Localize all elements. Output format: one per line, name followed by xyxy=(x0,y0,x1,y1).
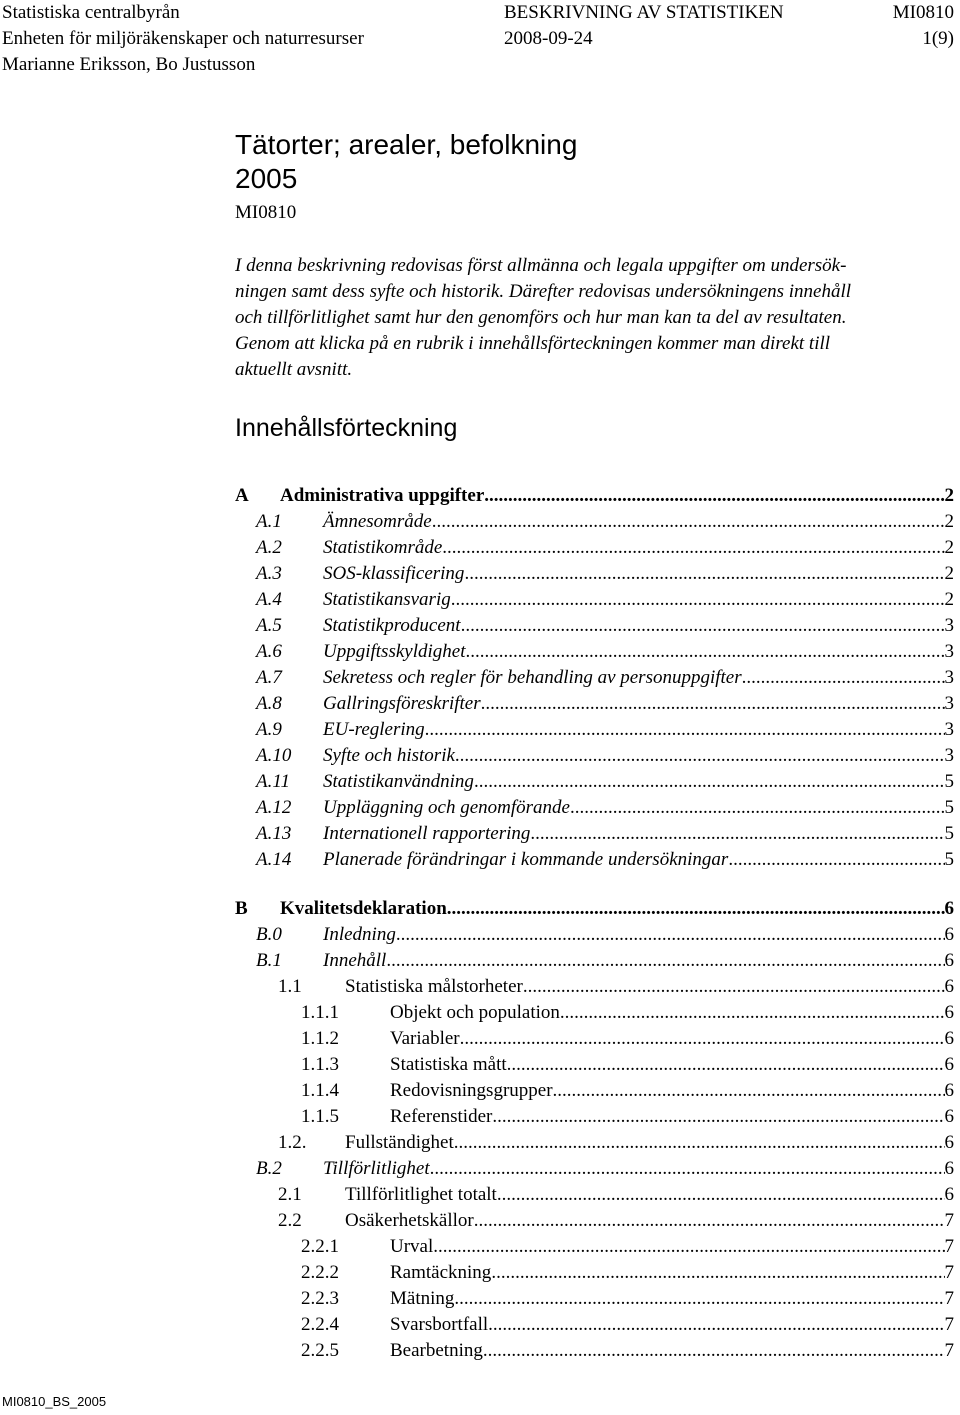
toc-entry-page: 3 xyxy=(944,641,954,662)
toc-entry-page: 7 xyxy=(944,1210,954,1231)
toc-entry[interactable] xyxy=(256,639,954,665)
toc-entry[interactable] xyxy=(301,1026,954,1052)
toc-entry-number: A.4 xyxy=(256,589,282,610)
toc-entry-page: 5 xyxy=(944,797,954,818)
toc-entry-number: 2.2.2 xyxy=(301,1262,339,1283)
toc-dot-leader xyxy=(474,1208,945,1234)
toc-entry-label: Kvalitetsdeklaration xyxy=(280,898,447,919)
toc-entry-label: SOS-klassificering xyxy=(323,563,465,584)
toc-entry[interactable] xyxy=(301,1000,954,1026)
toc-entry-label: Svarsbortfall xyxy=(390,1314,489,1335)
toc-entry[interactable] xyxy=(301,1260,954,1286)
toc-entry-label: Innehåll xyxy=(323,950,387,971)
toc-entry-label: Statistiska målstorheter xyxy=(345,976,523,997)
toc-dot-leader xyxy=(491,1260,944,1286)
toc-entry[interactable] xyxy=(256,691,954,717)
toc-entry-page: 6 xyxy=(944,950,954,971)
toc-entry-number: A.5 xyxy=(256,615,282,636)
toc-entry[interactable] xyxy=(256,665,954,691)
toc-entry-page: 6 xyxy=(944,976,954,997)
toc-entry-number: 1.2. xyxy=(278,1132,307,1153)
toc-entry-label: Mätning xyxy=(390,1288,455,1309)
toc-entry-label: Ramtäckning xyxy=(390,1262,492,1283)
toc-entry-number: 1.1.2 xyxy=(301,1028,339,1049)
toc-heading: Innehållsförteckning xyxy=(235,414,458,442)
toc-dot-leader xyxy=(447,896,945,922)
header-code: MI0810 xyxy=(892,2,954,23)
toc-entry-label: Bearbetning xyxy=(390,1340,483,1361)
intro-line: aktuellt avsnitt. xyxy=(235,359,353,380)
toc-entry[interactable] xyxy=(301,1338,954,1364)
toc-entry-number: B.1 xyxy=(256,950,282,971)
toc-dot-leader xyxy=(386,948,944,974)
toc-entry[interactable] xyxy=(301,1312,954,1338)
toc-entry-label: Uppläggning och genomförande xyxy=(323,797,570,818)
product-code: MI0810 xyxy=(235,202,297,223)
toc-entry-number: 2.1 xyxy=(278,1184,302,1205)
toc-entry-number: A.13 xyxy=(256,823,292,844)
toc-entry-label: Tillförlitlighet totalt xyxy=(345,1184,497,1205)
toc-dot-leader xyxy=(451,587,945,613)
toc-entry-number: A.2 xyxy=(256,537,282,558)
toc-entry-page: 6 xyxy=(944,1158,954,1179)
toc-entry-label: Syfte och historik xyxy=(323,745,455,766)
toc-entry-page: 6 xyxy=(944,1054,954,1075)
footer-doc-id: MI0810_BS_2005 xyxy=(2,1394,107,1409)
toc-entry-number: A.6 xyxy=(256,641,282,662)
toc-entry-label: Administrativa uppgifter xyxy=(280,485,485,506)
toc-entry-page: 2 xyxy=(944,485,954,506)
toc-entry-number: A.9 xyxy=(256,719,282,740)
toc-entry-number: A.3 xyxy=(256,563,282,584)
toc-entry-label: Sekretess och regler för behandling av personuppgifter xyxy=(323,667,742,688)
toc-entry-page: 3 xyxy=(944,667,954,688)
toc-entry[interactable] xyxy=(301,1286,954,1312)
toc-entry-number: A.8 xyxy=(256,693,282,714)
toc-entry-page: 2 xyxy=(944,589,954,610)
toc-entry-page: 7 xyxy=(944,1340,954,1361)
toc-dot-leader xyxy=(396,922,945,948)
toc-entry-page: 6 xyxy=(944,1028,954,1049)
toc-entry-page: 6 xyxy=(944,1002,954,1023)
toc-entry-number: A.12 xyxy=(256,797,292,818)
toc-entry[interactable] xyxy=(235,483,954,509)
toc-entry-label: Ämnesområde xyxy=(323,511,432,532)
intro-line: Genom att klicka på en rubrik i innehållsförteckningen kommer man direkt till xyxy=(235,333,831,354)
toc-dot-leader xyxy=(488,1312,944,1338)
toc-entry-page: 7 xyxy=(944,1314,954,1335)
toc-dot-leader xyxy=(570,795,945,821)
toc-entry-label: Osäkerhetskällor xyxy=(345,1210,474,1231)
toc-entry-label: Statistikansvarig xyxy=(323,589,451,610)
toc-dot-leader xyxy=(425,717,945,743)
header-organization: Statistiska centralbyrån xyxy=(2,2,180,23)
toc-entry-page: 3 xyxy=(944,693,954,714)
title-year: 2005 xyxy=(235,163,298,194)
toc-entry-label: Inledning xyxy=(323,924,396,945)
toc-entry-page: 5 xyxy=(944,771,954,792)
toc-dot-leader xyxy=(497,1182,945,1208)
toc-entry[interactable] xyxy=(256,922,954,948)
toc-entry-label: Referenstider xyxy=(390,1106,493,1127)
toc-entry[interactable] xyxy=(256,587,954,613)
toc-dot-leader xyxy=(442,535,944,561)
toc-dot-leader xyxy=(454,1286,944,1312)
toc-entry-label: Urval xyxy=(390,1236,434,1257)
toc-entry-number: 1.1.5 xyxy=(301,1106,339,1127)
toc-entry[interactable] xyxy=(256,948,954,974)
toc-entry-page: 7 xyxy=(944,1236,954,1257)
toc-entry-page: 6 xyxy=(944,1080,954,1101)
toc-entry-number: B.0 xyxy=(256,924,282,945)
toc-entry-label: Statistikanvändning xyxy=(323,771,474,792)
toc-entry-page: 6 xyxy=(944,1184,954,1205)
toc-dot-leader xyxy=(455,743,945,769)
toc-entry[interactable] xyxy=(256,561,954,587)
toc-entry-label: Internationell rapportering xyxy=(323,823,531,844)
toc-entry[interactable] xyxy=(256,1156,954,1182)
toc-entry-page: 2 xyxy=(944,537,954,558)
toc-entry-number: 2.2.4 xyxy=(301,1314,339,1335)
toc-entry-page: 6 xyxy=(944,1106,954,1127)
toc-entry-number: 1.1 xyxy=(278,976,302,997)
toc-entry-page: 6 xyxy=(944,924,954,945)
toc-entry-page: 6 xyxy=(944,1132,954,1153)
toc-entry[interactable] xyxy=(256,717,954,743)
toc-entry-page: 7 xyxy=(944,1262,954,1283)
toc-entry-label: Gallringsföreskrifter xyxy=(323,693,481,714)
toc-dot-leader xyxy=(430,1156,945,1182)
toc-entry-number: B xyxy=(235,898,248,919)
header-doc-type: BESKRIVNING AV STATISTIKEN xyxy=(504,2,784,23)
toc-entry-number: 2.2 xyxy=(278,1210,302,1231)
toc-entry-number: 2.2.1 xyxy=(301,1236,339,1257)
toc-dot-leader xyxy=(483,1338,945,1364)
toc-entry-label: Fullständighet xyxy=(345,1132,454,1153)
toc-entry[interactable] xyxy=(256,509,954,535)
toc-dot-leader xyxy=(465,639,944,665)
toc-dot-leader xyxy=(507,1052,945,1078)
toc-dot-leader xyxy=(433,1234,944,1260)
toc-entry-label: Statistikområde xyxy=(323,537,443,558)
toc-entry-number: A.11 xyxy=(256,771,290,792)
toc-dot-leader xyxy=(454,1130,945,1156)
toc-entry-number: 1.1.1 xyxy=(301,1002,339,1023)
toc-dot-leader xyxy=(461,613,945,639)
toc-dot-leader xyxy=(553,1078,945,1104)
toc-entry[interactable] xyxy=(278,1130,954,1156)
toc-entry-page: 2 xyxy=(944,563,954,584)
title-line-1: Tätorter; arealer, befolkning xyxy=(235,129,578,160)
toc-dot-leader xyxy=(432,509,945,535)
header-authors: Marianne Eriksson, Bo Justusson xyxy=(2,54,256,75)
toc-entry-number: 2.2.5 xyxy=(301,1340,339,1361)
toc-entry-page: 5 xyxy=(944,849,954,870)
toc-entry-number: A.14 xyxy=(256,849,292,870)
toc-entry[interactable] xyxy=(235,896,954,922)
toc-entry-page: 5 xyxy=(944,823,954,844)
toc-entry-page: 3 xyxy=(944,745,954,766)
toc-entry-label: EU-reglering xyxy=(323,719,425,740)
toc-dot-leader xyxy=(560,1000,945,1026)
toc-entry[interactable] xyxy=(301,1104,954,1130)
toc-entry[interactable] xyxy=(301,1052,954,1078)
toc-entry-label: Variabler xyxy=(390,1028,460,1049)
intro-line: I denna beskrivning redovisas först allmänna och legala uppgifter om undersök- xyxy=(235,255,847,276)
toc-entry-number: 1.1.3 xyxy=(301,1054,339,1075)
toc-entry-page: 3 xyxy=(944,615,954,636)
toc-dot-leader xyxy=(484,483,944,509)
header-unit: Enheten för miljöräkenskaper och naturresurser xyxy=(2,28,364,49)
toc-entry[interactable] xyxy=(256,743,954,769)
toc-entry-number: A.10 xyxy=(256,745,292,766)
toc-entry-number: A.7 xyxy=(256,667,282,688)
toc-entry[interactable] xyxy=(301,1234,954,1260)
toc-entry-number: A.1 xyxy=(256,511,282,532)
toc-dot-leader xyxy=(523,974,945,1000)
toc-dot-leader xyxy=(481,691,945,717)
toc-entry-page: 7 xyxy=(944,1288,954,1309)
toc-entry[interactable] xyxy=(278,974,954,1000)
toc-entry-label: Tillförlitlighet xyxy=(323,1158,430,1179)
intro-line: ningen samt dess syfte och historik. Därefter redovisas undersökningens innehåll xyxy=(235,281,852,302)
toc-entry-label: Statistiska mått xyxy=(390,1054,507,1075)
intro-line: och tillförlitlighet samt hur den genomförs och hur man kan ta del av resultaten. xyxy=(235,307,847,328)
header-page-count: 1(9) xyxy=(922,28,954,49)
toc-entry-number: 2.2.3 xyxy=(301,1288,339,1309)
toc-dot-leader xyxy=(492,1104,944,1130)
toc-entry[interactable] xyxy=(278,1208,954,1234)
toc-entry-label: Objekt och population xyxy=(390,1002,560,1023)
toc-entry-label: Uppgiftsskyldighet xyxy=(323,641,466,662)
toc-entry-page: 6 xyxy=(944,898,954,919)
toc-entry[interactable] xyxy=(256,613,954,639)
toc-dot-leader xyxy=(474,769,945,795)
toc-entry-label: Statistikproducent xyxy=(323,615,461,636)
toc-entry-number: B.2 xyxy=(256,1158,282,1179)
toc-dot-leader xyxy=(742,665,945,691)
header-date: 2008-09-24 xyxy=(504,28,593,49)
toc-entry[interactable] xyxy=(256,821,954,847)
toc-entry[interactable] xyxy=(256,847,954,873)
toc-entry-number: 1.1.4 xyxy=(301,1080,339,1101)
toc-entry[interactable] xyxy=(256,535,954,561)
toc-entry[interactable] xyxy=(301,1078,954,1104)
toc-dot-leader xyxy=(460,1026,945,1052)
toc-entry-number: A xyxy=(235,485,249,506)
toc-entry[interactable] xyxy=(256,769,954,795)
toc-dot-leader xyxy=(464,561,944,587)
toc-entry[interactable] xyxy=(278,1182,954,1208)
toc-dot-leader xyxy=(728,847,944,873)
toc-entry-label: Redovisningsgrupper xyxy=(390,1080,553,1101)
toc-dot-leader xyxy=(530,821,944,847)
toc-entry[interactable] xyxy=(256,795,954,821)
toc-entry-label: Planerade förändringar i kommande undersökningar xyxy=(323,849,729,870)
toc-entry-page: 3 xyxy=(944,719,954,740)
toc-entry-page: 2 xyxy=(944,511,954,532)
